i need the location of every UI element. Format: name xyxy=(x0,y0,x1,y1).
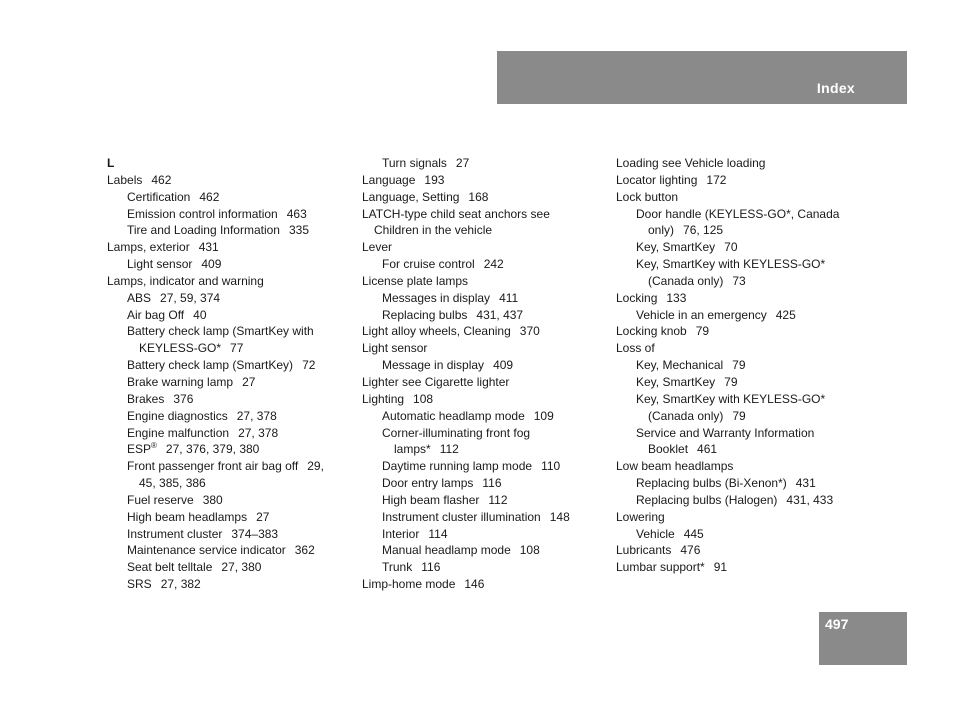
index-entry xyxy=(362,374,612,391)
index-entry xyxy=(362,206,612,223)
index-term: KEYLESS-GO* xyxy=(139,341,222,356)
page-reference: 476 xyxy=(680,543,701,558)
index-entry xyxy=(362,189,612,206)
index-entry xyxy=(616,542,866,559)
index-term: Battery check lamp (SmartKey) xyxy=(127,358,294,373)
index-term: Manual headlamp mode xyxy=(382,543,511,558)
page-reference: 27, 378 xyxy=(236,408,277,423)
page-reference: 461 xyxy=(697,442,718,457)
index-entry xyxy=(362,357,612,374)
index-entry xyxy=(616,172,866,189)
page-reference: 146 xyxy=(464,577,485,592)
page-reference: 370 xyxy=(519,324,540,339)
index-term: Light sensor xyxy=(127,257,193,272)
page-reference: 462 xyxy=(151,172,172,187)
page-reference: 110 xyxy=(541,459,561,474)
index-entry xyxy=(616,256,866,273)
index-term: Language, Setting xyxy=(362,189,460,204)
index-term: Locator lighting xyxy=(616,172,698,187)
index-term: Message in display xyxy=(382,358,485,373)
index-entry xyxy=(362,222,612,239)
page-reference: 79 xyxy=(724,374,738,389)
page-number: 497 xyxy=(825,616,849,632)
page-reference: 463 xyxy=(286,206,307,221)
index-term: Brake warning lamp xyxy=(127,374,234,389)
index-entry xyxy=(616,155,866,172)
index-entry xyxy=(362,340,612,357)
index-entry xyxy=(107,526,357,543)
index-term: only) xyxy=(648,223,675,238)
page-reference: 108 xyxy=(413,391,434,406)
index-entry xyxy=(107,172,357,189)
page-reference: 462 xyxy=(199,189,220,204)
index-term: Engine malfunction xyxy=(127,425,230,440)
index-term: Battery check lamp (SmartKey with xyxy=(127,324,314,339)
index-term: Lock button xyxy=(616,189,679,204)
index-term: Turn signals xyxy=(382,156,447,170)
index-term: Lamps, indicator and warning xyxy=(107,273,264,288)
index-entry xyxy=(362,155,612,172)
index-entry xyxy=(362,458,612,475)
index-entry xyxy=(616,273,866,290)
index-term: Labels xyxy=(107,172,143,187)
page-reference: 116 xyxy=(482,476,502,491)
header-bar xyxy=(497,51,907,104)
page-reference: 431, 437 xyxy=(476,307,524,322)
index-term: Lever xyxy=(362,240,393,255)
index-entry xyxy=(616,509,866,526)
page-reference: 79 xyxy=(732,408,746,423)
page-reference: 409 xyxy=(201,257,222,272)
index-entry xyxy=(362,542,612,559)
page-reference: 445 xyxy=(683,526,704,541)
page-reference: 411 xyxy=(499,290,519,305)
index-term: Booklet xyxy=(648,442,689,457)
index-term: Instrument cluster xyxy=(127,526,223,541)
index-term: Key, Mechanical xyxy=(636,358,724,373)
page-reference: 431 xyxy=(795,476,816,491)
index-term: License plate lamps xyxy=(362,273,469,288)
page-reference: 91 xyxy=(713,560,728,575)
index-entry xyxy=(362,273,612,290)
index-entry xyxy=(107,425,357,442)
registered-mark: ® xyxy=(151,441,157,451)
index-term: Lamps, exterior xyxy=(107,240,190,255)
page-reference: 27 xyxy=(242,374,256,389)
page-reference: 40 xyxy=(193,307,207,322)
index-entry xyxy=(362,256,612,273)
index-term: Front passenger front air bag off xyxy=(127,459,299,474)
index-entry xyxy=(362,576,612,593)
index-term: Tire and Loading Information xyxy=(127,223,280,238)
index-term: High beam headlamps xyxy=(127,509,248,524)
page-reference: 114 xyxy=(428,526,448,541)
index-term: Vehicle in an emergency xyxy=(636,307,767,322)
page-reference: 376 xyxy=(173,391,194,406)
index-term: lamps* xyxy=(394,442,431,457)
index-term: Fuel reserve xyxy=(127,492,194,507)
index-term: Corner-illuminating front fog xyxy=(382,425,531,440)
index-entry xyxy=(107,340,357,357)
index-entry xyxy=(616,526,866,543)
index-term: Messages in display xyxy=(382,290,491,305)
index-entry xyxy=(107,307,357,324)
page-reference: 77 xyxy=(230,341,244,356)
page-reference: 27, 378 xyxy=(238,425,279,440)
index-term: 45, 385, 386 xyxy=(139,476,206,491)
page-reference: 133 xyxy=(666,290,687,305)
page-number-box xyxy=(819,612,907,665)
index-entry xyxy=(107,374,357,391)
index-entry xyxy=(107,509,357,526)
index-entry xyxy=(362,441,612,458)
page-reference: 116 xyxy=(421,560,441,575)
index-entry xyxy=(362,323,612,340)
index-term: SRS xyxy=(127,577,152,592)
index-entry xyxy=(107,458,357,475)
index-term: Service and Warranty Information xyxy=(636,425,815,440)
index-term: Lighter see Cigarette lighter xyxy=(362,374,510,389)
index-term: Trunk xyxy=(382,560,413,575)
index-term: ESP xyxy=(127,442,152,457)
index-entry xyxy=(616,290,866,307)
page-reference: 27 xyxy=(455,156,470,170)
index-entry xyxy=(616,323,866,340)
page-reference: 380 xyxy=(202,492,223,507)
index-entry xyxy=(616,189,866,206)
index-entry xyxy=(107,290,357,307)
index-entry xyxy=(107,408,357,425)
index-entry xyxy=(107,559,357,576)
page-reference: 431, 433 xyxy=(786,492,834,507)
index-term: Vehicle xyxy=(636,526,675,541)
page-reference: 27 xyxy=(256,509,270,524)
page-reference: 79 xyxy=(695,324,710,339)
index-column-3 xyxy=(616,155,866,576)
index-entry xyxy=(107,206,357,223)
index-term: Replacing bulbs (Bi-Xenon*) xyxy=(636,476,787,491)
page-reference: 335 xyxy=(288,223,310,238)
index-term: Brakes xyxy=(127,391,165,406)
index-term: Locking knob xyxy=(616,324,687,339)
index-term: Interior xyxy=(382,526,420,541)
index-entry xyxy=(616,408,866,425)
index-entry xyxy=(107,273,357,290)
page-reference: 112 xyxy=(488,492,508,507)
page-title: Index xyxy=(816,80,855,96)
index-term: Instrument cluster illumination xyxy=(382,509,541,524)
page-reference: 374–383 xyxy=(231,526,279,541)
page-reference: 172 xyxy=(706,172,727,187)
index-entry xyxy=(362,526,612,543)
index-entry xyxy=(362,492,612,509)
index-entry xyxy=(616,441,866,458)
index-entry xyxy=(616,391,866,408)
index-entry xyxy=(107,357,357,374)
index-column-1 xyxy=(107,155,357,593)
index-entry xyxy=(362,475,612,492)
page-reference: 27, 382 xyxy=(160,577,201,592)
page-reference: 148 xyxy=(549,509,570,524)
index-entry xyxy=(616,340,866,357)
index-entry xyxy=(616,475,866,492)
index-entry xyxy=(107,189,357,206)
index-entry xyxy=(616,559,866,576)
index-term: Replacing bulbs (Halogen) xyxy=(636,492,778,507)
index-term: Lowering xyxy=(616,509,665,524)
index-term: Daytime running lamp mode xyxy=(382,459,533,474)
page-reference: 76, 125 xyxy=(683,223,724,238)
index-term: Children in the vehicle xyxy=(374,223,493,238)
index-term: Key, SmartKey xyxy=(636,240,716,255)
index-column-2 xyxy=(362,155,612,593)
page-reference: 425 xyxy=(775,307,796,322)
index-term: Locking xyxy=(616,290,658,305)
index-entry xyxy=(107,256,357,273)
page-reference: 431 xyxy=(198,240,219,255)
index-term: High beam flasher xyxy=(382,492,480,507)
index-term: Key, SmartKey with KEYLESS-GO* xyxy=(636,257,826,272)
index-entry xyxy=(362,307,612,324)
index-entry xyxy=(362,509,612,526)
index-term: Air bag Off xyxy=(127,307,185,322)
index-entry xyxy=(362,559,612,576)
index-entry xyxy=(107,391,357,408)
index-term: Loss of xyxy=(616,341,655,356)
page-reference: 27, 59, 374 xyxy=(160,290,221,305)
index-term: LATCH-type child seat anchors see xyxy=(362,206,550,221)
index-term: Emission control information xyxy=(127,206,278,221)
index-term: Engine diagnostics xyxy=(127,408,228,423)
index-entry xyxy=(107,222,357,239)
index-term: ABS xyxy=(127,290,152,305)
index-term: Automatic headlamp mode xyxy=(382,408,525,423)
page-reference: 27, 376, 379, 380 xyxy=(165,442,260,457)
index-entry xyxy=(107,239,357,256)
page-reference: 73 xyxy=(732,273,746,288)
index-term: Low beam headlamps xyxy=(616,459,734,474)
index-entry xyxy=(107,323,357,340)
index-entry xyxy=(616,357,866,374)
page-reference: 168 xyxy=(468,189,489,204)
index-entry xyxy=(616,307,866,324)
index-term: Replacing bulbs xyxy=(382,307,468,322)
index-term: Maintenance service indicator xyxy=(127,543,286,558)
index-entry xyxy=(362,239,612,256)
index-entry xyxy=(362,391,612,408)
page-reference: 242 xyxy=(483,257,504,272)
index-term: Light alloy wheels, Cleaning xyxy=(362,324,511,339)
index-entry xyxy=(362,290,612,307)
index-entry xyxy=(616,222,866,239)
index-entry xyxy=(616,492,866,509)
page-reference: 109 xyxy=(533,408,554,423)
index-term: Door entry lamps xyxy=(382,476,474,491)
index-term: Loading see Vehicle loading xyxy=(616,156,766,170)
section-letter xyxy=(107,155,357,172)
index-entry xyxy=(107,475,357,492)
index-entry xyxy=(107,441,357,458)
page-reference: 193 xyxy=(424,172,445,187)
index-term: Key, SmartKey xyxy=(636,374,716,389)
index-term: Seat belt telltale xyxy=(127,560,213,575)
index-entry xyxy=(362,425,612,442)
page-reference: 112 xyxy=(439,442,459,457)
index-entry xyxy=(107,492,357,509)
index-entry xyxy=(362,408,612,425)
index-term: Door handle (KEYLESS-GO*, Canada xyxy=(636,206,840,221)
index-term: Lighting xyxy=(362,391,405,406)
page-reference: 108 xyxy=(519,543,540,558)
page-reference: 27, 380 xyxy=(221,560,262,575)
index-entry xyxy=(107,576,357,593)
index-entry xyxy=(616,239,866,256)
page-reference: 362 xyxy=(294,543,315,558)
index-entry xyxy=(616,206,866,223)
index-term: Certification xyxy=(127,189,191,204)
page-reference: 70 xyxy=(724,240,738,255)
index-term: (Canada only) xyxy=(648,273,724,288)
index-term: Light sensor xyxy=(362,341,428,356)
index-entry xyxy=(616,425,866,442)
page-reference: 409 xyxy=(493,358,514,373)
index-entry xyxy=(616,458,866,475)
index-term: L xyxy=(107,156,115,170)
page-reference: 72 xyxy=(302,358,316,373)
index-term: Lumbar support* xyxy=(616,560,705,575)
index-term: Language xyxy=(362,172,416,187)
index-term: Limp-home mode xyxy=(362,577,456,592)
page-reference: 29, xyxy=(307,459,324,474)
index-term: (Canada only) xyxy=(648,408,724,423)
index-entry xyxy=(616,374,866,391)
index-term: Key, SmartKey with KEYLESS-GO* xyxy=(636,391,826,406)
index-entry xyxy=(107,542,357,559)
page-reference: 79 xyxy=(732,358,746,373)
index-entry xyxy=(362,172,612,189)
index-term: For cruise control xyxy=(382,257,475,272)
index-term: Lubricants xyxy=(616,543,672,558)
